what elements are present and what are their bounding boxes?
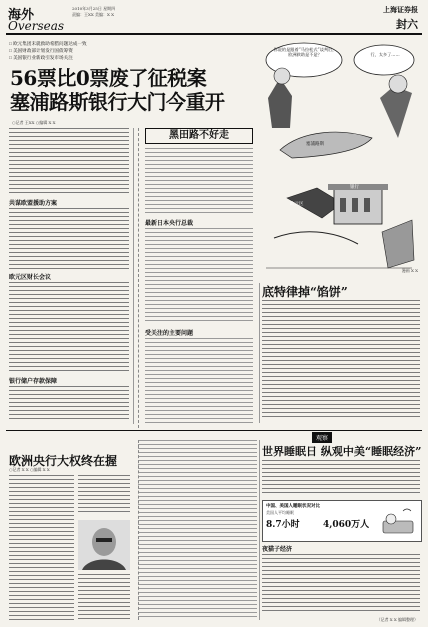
cartoon-map-label: 塞浦路斯 — [306, 142, 324, 147]
column-subtitle-2: 受关注的主要问题 — [145, 330, 194, 337]
lead-article-body-1 — [9, 128, 129, 196]
section-divider — [6, 430, 422, 431]
speech-bubble-right: 行，太多了…… — [370, 52, 400, 57]
lead-bullets — [9, 40, 87, 61]
column-rule-1 — [133, 128, 134, 424]
sleep-chart — [262, 500, 422, 542]
subhead-1: 共谋欧盟援助方案 — [9, 200, 58, 207]
cartoon-illustration — [262, 38, 420, 276]
euro-body-1 — [9, 475, 74, 620]
masthead-rule — [6, 33, 422, 35]
column-title: 黑田路不好走 — [145, 128, 253, 144]
lead-article-body-3 — [9, 282, 129, 374]
headline-byline: ○记者 王XX ○编辑 X X — [12, 120, 56, 125]
cartoon-box-label: 欧元区 — [290, 202, 304, 207]
center-bottom-body — [138, 440, 257, 620]
euro-headline: 欧洲央行大权终在握 — [9, 454, 118, 468]
main-headline: 56票比0票废了征税案 — [10, 66, 207, 90]
column-box — [138, 128, 257, 428]
speech-bubble-left: 你说的是跟着“马拉松式”谈判后，欧洲救助是不是？ — [273, 47, 337, 58]
opinion-footer: （记者 X X 编辑整理） — [376, 617, 418, 622]
chart-subtitle: 美国人平均睡眠 — [266, 510, 294, 515]
euro-body-2 — [78, 475, 130, 515]
feature-body — [262, 300, 420, 420]
bullet-2: □ 美国财政部计划发行国债筹资 — [9, 48, 73, 53]
sub-headline: 塞浦路斯银行大门今重开 — [10, 90, 225, 114]
section-title: 海外 — [8, 7, 35, 22]
feature-headline: 底特律掉“馅饼” — [262, 285, 348, 299]
subhead-2: 欧元区财长会议 — [9, 274, 52, 281]
opinion-body-1 — [262, 460, 420, 496]
euro-body-3 — [78, 574, 130, 620]
subhead-3: 银行储户存款保障 — [9, 378, 58, 385]
column-rule-2 — [259, 283, 260, 423]
editor-line: 责编：王XX 美编：X X — [72, 12, 114, 17]
lead-article-body-4 — [9, 386, 129, 422]
column-subtitle-1: 最新日本央行总裁 — [145, 220, 194, 227]
lead-article-body-2 — [9, 208, 129, 270]
date-line: 2010年3月25日 星期四 — [72, 6, 116, 11]
cartoon-credit: 漫画 X X — [401, 268, 418, 273]
page-number: 封六 — [396, 19, 418, 31]
column-body-3 — [145, 338, 253, 426]
column-rule-3 — [259, 440, 260, 620]
chart-stat-1: 8.7小时 — [266, 520, 300, 530]
paper-name: 上海证券报 — [383, 7, 418, 14]
column-body-2 — [145, 228, 253, 324]
chart-title: 中国、美国人睡眠状况对比 — [266, 504, 320, 509]
opinion-tag: 观察 — [312, 432, 332, 443]
cartoon-bank-sign: 银行 — [350, 185, 359, 190]
section-title-en: Overseas — [8, 19, 65, 33]
euro-byline: ○记者 X X ○编辑 X X — [9, 467, 50, 472]
opinion-subhead: 夜猫子经济 — [262, 546, 293, 553]
bullet-1: □ 欧元集团未就救助希腊问题达成一致 — [9, 41, 87, 46]
opinion-body-2 — [262, 554, 420, 614]
chart-stat-2: 4,060万人 — [323, 520, 370, 530]
bullet-3: □ 美国银行业新政引发市场关注 — [9, 55, 73, 60]
column-body-1 — [145, 148, 253, 214]
opinion-headline: 世界睡眠日 纵观中美“睡眠经济” — [262, 445, 422, 458]
chart-figure — [381, 505, 417, 537]
euro-portrait — [78, 520, 130, 570]
